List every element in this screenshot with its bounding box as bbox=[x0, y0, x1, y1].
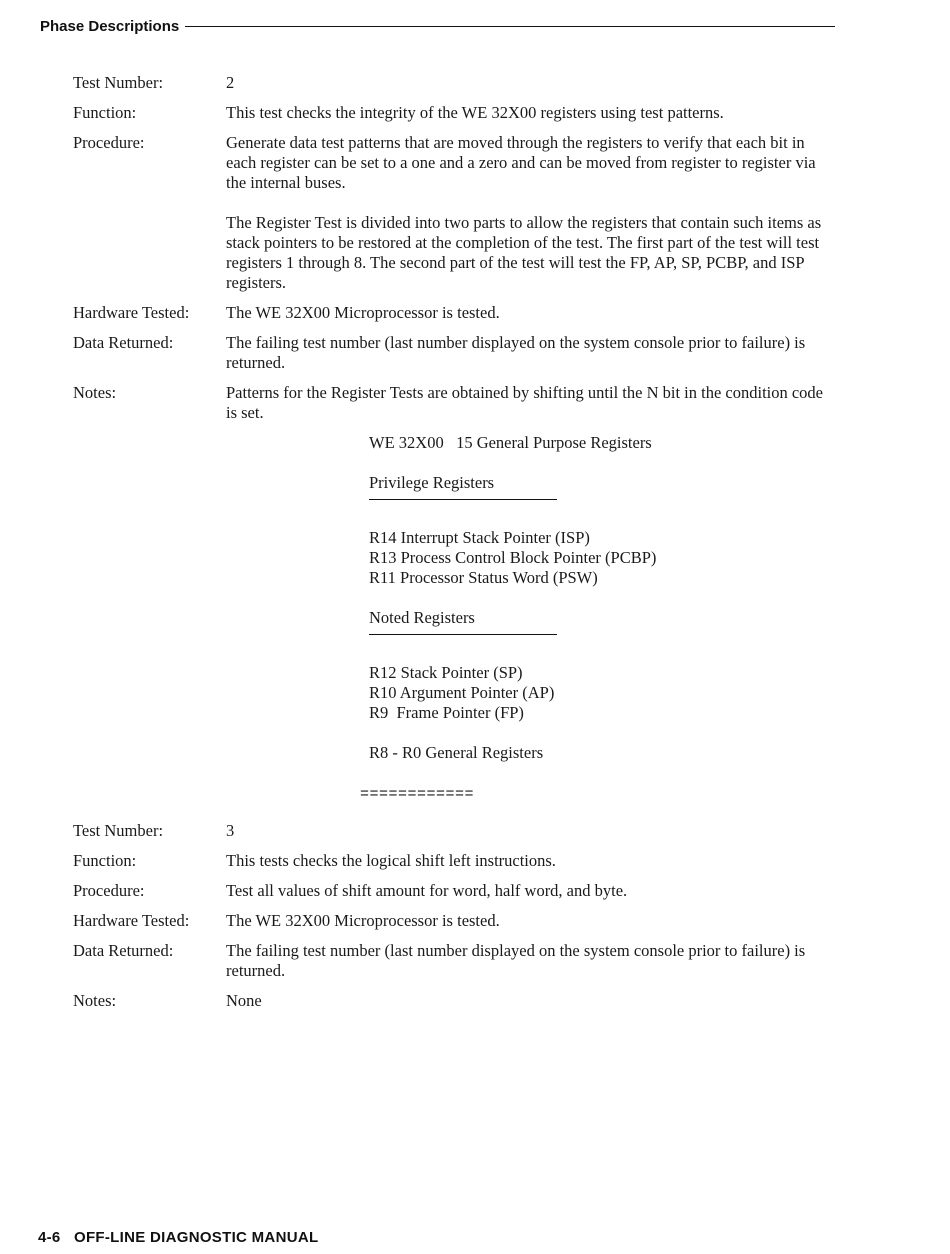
section-separator: ============ bbox=[360, 786, 475, 803]
field-value: Patterns for the Register Tests are obtained by shifting until the N bit in the condition code is set. bbox=[226, 383, 824, 422]
test3-number-row bbox=[73, 821, 833, 841]
page-footer: 4-6 OFF-LINE DIAGNOSTIC MANUAL bbox=[38, 1229, 319, 1246]
register-list bbox=[369, 433, 833, 763]
field-value: The WE 32X00 Microprocessor is tested. bbox=[226, 911, 500, 930]
register-entry: R8 - R0 General Registers bbox=[369, 743, 544, 762]
field-label: Data Returned: bbox=[73, 941, 174, 960]
procedure-paragraph: Generate data test patterns that are moved through the registers to verify that each bit in each register can be set to a one and a zero and can be moved from register to register via the internal buses. bbox=[226, 133, 816, 192]
field-value: Test all values of shift amount for word, half word, and byte. bbox=[226, 881, 628, 900]
noted-heading: Noted Registers bbox=[369, 608, 475, 627]
procedure-paragraph: The Register Test is divided into two parts to allow the registers that contain such items as stack pointers to be restored at the completion of the test. The first part of the test will test registers 1 through 8. The second part of the test will test the FP, AP, SP, PCBP, and ISP registers. bbox=[226, 213, 822, 292]
test2-procedure-row bbox=[73, 133, 833, 293]
field-label: Notes: bbox=[73, 383, 117, 402]
field-value: This tests checks the logical shift left instructions. bbox=[226, 851, 556, 870]
field-label: Hardware Tested: bbox=[73, 303, 190, 322]
register-entry: R14 Interrupt Stack Pointer (ISP) bbox=[369, 528, 590, 547]
page-header bbox=[40, 18, 835, 35]
header-rule bbox=[185, 26, 835, 27]
register-entry: R12 Stack Pointer (SP) bbox=[369, 663, 523, 682]
field-value: The failing test number (last number displayed on the system console prior to failure) is returned. bbox=[226, 333, 806, 372]
field-label: Test Number: bbox=[73, 821, 164, 840]
field-label: Function: bbox=[73, 851, 137, 870]
heading-rule bbox=[369, 499, 557, 500]
test2-notes-row bbox=[73, 383, 833, 423]
field-label: Hardware Tested: bbox=[73, 911, 190, 930]
field-value: This test checks the integrity of the WE 32X00 registers using test patterns. bbox=[226, 103, 724, 122]
test2-number-row bbox=[73, 73, 833, 93]
field-value: None bbox=[226, 991, 262, 1010]
page-content bbox=[73, 73, 833, 1021]
field-label: Procedure: bbox=[73, 133, 145, 152]
register-entry: R9 Frame Pointer (FP) bbox=[369, 703, 524, 722]
field-label: Notes: bbox=[73, 991, 117, 1010]
field-value: The failing test number (last number displayed on the system console prior to failure) is returned. bbox=[226, 941, 806, 980]
field-value: The WE 32X00 Microprocessor is tested. bbox=[226, 303, 500, 322]
test2-hardware-row bbox=[73, 303, 833, 323]
heading-rule bbox=[369, 634, 557, 635]
test2-function-row bbox=[73, 103, 833, 123]
register-entry: R11 Processor Status Word (PSW) bbox=[369, 568, 598, 587]
field-label: Data Returned: bbox=[73, 333, 174, 352]
register-title: WE 32X00 15 General Purpose Registers bbox=[369, 433, 652, 452]
test3-notes-row bbox=[73, 991, 833, 1011]
field-label: Test Number: bbox=[73, 73, 164, 92]
test3-procedure-row bbox=[73, 881, 833, 901]
field-value: 2 bbox=[226, 73, 235, 92]
field-value bbox=[226, 133, 833, 293]
field-label: Procedure: bbox=[73, 881, 145, 900]
test3-hardware-row bbox=[73, 911, 833, 931]
register-entry: R10 Argument Pointer (AP) bbox=[369, 683, 555, 702]
section-title: Phase Descriptions bbox=[40, 18, 180, 35]
field-value: 3 bbox=[226, 821, 235, 840]
test3-data-returned-row bbox=[73, 941, 833, 981]
field-label: Function: bbox=[73, 103, 137, 122]
spacer bbox=[369, 723, 833, 743]
test3-function-row bbox=[73, 851, 833, 871]
test2-data-returned-row bbox=[73, 333, 833, 373]
privilege-heading: Privilege Registers bbox=[369, 473, 495, 492]
register-entry: R13 Process Control Block Pointer (PCBP) bbox=[369, 548, 657, 567]
